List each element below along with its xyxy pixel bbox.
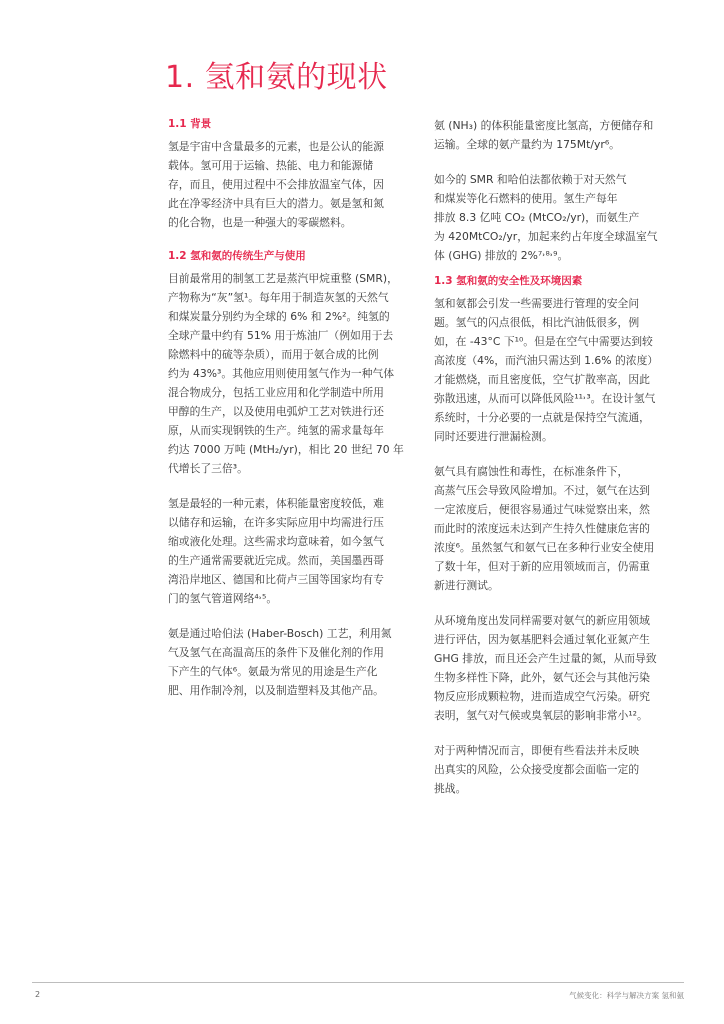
page-number: 2 [35, 990, 41, 999]
left-column [168, 116, 415, 700]
environment-paragraph: 从环境角度出发同样需要对氨气的新应用领域 进行评估，因为氨基肥料会通过氧化亚氮产生 GHG 排放，而且还会产生过量的氮，从而导致 生物多样性下降，此外，氨气还会与其他污染 物反应形成颗粒物，进而造成空气污染。研究 表明，氢气对气候或臭氧层的影响非常小¹²。 [434, 614, 657, 722]
background-paragraph: 氢是宇宙中含量最多的元素，也是公认的能源 载体。氢可用于运输、热能、电力和能源储 存，而且，使用过程中不会排放温室气体，因 此在净零经济中具有巨大的潜力。氨是氢和氮 的化合物，也是一种强大的零碳燃料。 [168, 140, 384, 229]
footer-document-title: 气候变化：科学与解决方案 氢和氨 [569, 991, 684, 1000]
section-heading-background: 1.1 背景 [168, 118, 212, 130]
safety-paragraph-1: 氢和氨都会引发一些需要进行管理的安全问 题。氢气的闪点很低，相比汽油低很多，例 如，在 -43°C 下¹⁰。但是在空气中需要达到较 高浓度（4%，而汽油只需达到 1.6% 的浓度） 才能燃烧，而且密度低，空气扩散率高，因此 弥散迅速，从而可以降低风险¹¹˒³。在设计氢气 系统时，十分必要的一点就是保持空气流通， 同时还要进行泄漏检测。 [434, 297, 659, 443]
section-heading-traditional-production: 1.2 氢和氨的传统生产与使用 [168, 250, 306, 262]
section-heading-safety: 1.3 氢和氨的安全性及环境因素 [434, 275, 583, 287]
emissions-paragraph: 如今的 SMR 和哈伯法都依赖于对天然气 和煤炭等化石燃料的使用。氢生产每年 排放 8.3 亿吨 CO₂ (MtCO₂/yr)，而氨生产 为 420MtCO₂/yr，加起来约占年度全球温室气 体 (GHG) 排放的 2%⁷˒⁸˒⁹。 [434, 173, 658, 262]
safety-paragraph-2: 氨气具有腐蚀性和毒性，在标准条件下， 高蒸气压会导致风险增加。不过，氨气在达到 一定浓度后，便很容易通过气味觉察出来，然 而此时的浓度远未达到产生持久性健康危害的 浓度⁶。虽然氢气和氨气已在多种行业安全使用 了数十年，但对于新的应用领域而言，仍需重 新进行测试。 [434, 465, 655, 592]
production-paragraph-2: 氢是最轻的一种元素，体积能量密度较低，难 以储存和运输，在许多实际应用中均需进行压 缩或液化处理。这些需求均意味着，如今氢气 的生产通常需要就近完成。然而，美国墨西哥 湾沿岸地区、德国和比荷卢三国等国家均有专 门的氢气管道网络⁴˒⁵。 [168, 497, 384, 605]
public-acceptance-paragraph: 对于两种情况而言，即便有些看法并未反映 出真实的风险，公众接受度都会面临一定的 挑战。 [434, 744, 640, 795]
ammonia-density-paragraph: 氨 (NH₃) 的体积能量密度比氢高，方便储存和 运输。全球的氨产量约为 175Mt/yr⁶。 [434, 119, 654, 151]
footer-divider [32, 982, 684, 983]
right-column [434, 116, 684, 798]
production-paragraph-3: 氨是通过哈伯法 (Haber-Bosch) 工艺，利用氮 气及氢气在高温高压的条件下及催化剂的作用 下产生的气体⁶。氨最为常见的用途是生产化 肥、用作制冷剂，以及制造塑料及其他产品。 [168, 627, 392, 697]
page-title: 1. 氢和氨的现状 [165, 60, 388, 95]
production-paragraph-1: 目前最常用的制氢工艺是蒸汽甲烷重整 (SMR)， 产物称为“灰”氢¹。每年用于制造灰氢的天然气 和煤炭量分别约为全球的 6% 和 2%²。纯氢的 全球产量中约有 51% 用于炼油厂（例如用于去 除燃料中的硫等杂质），而用于氨合成的比例 约为 43%³。其他应用则使用氢气作为一种气体 混合物成分，包括工业应用和化学制造中所用 甲醇的生产，以及使用电弧炉工艺对铁进行还 原，从而实现钢铁的生产。纯氢的需求量每年 约达 7000 万吨 (MtH₂/yr)，相比 20 世纪 70 年 代增长了三倍³。 [168, 272, 404, 475]
